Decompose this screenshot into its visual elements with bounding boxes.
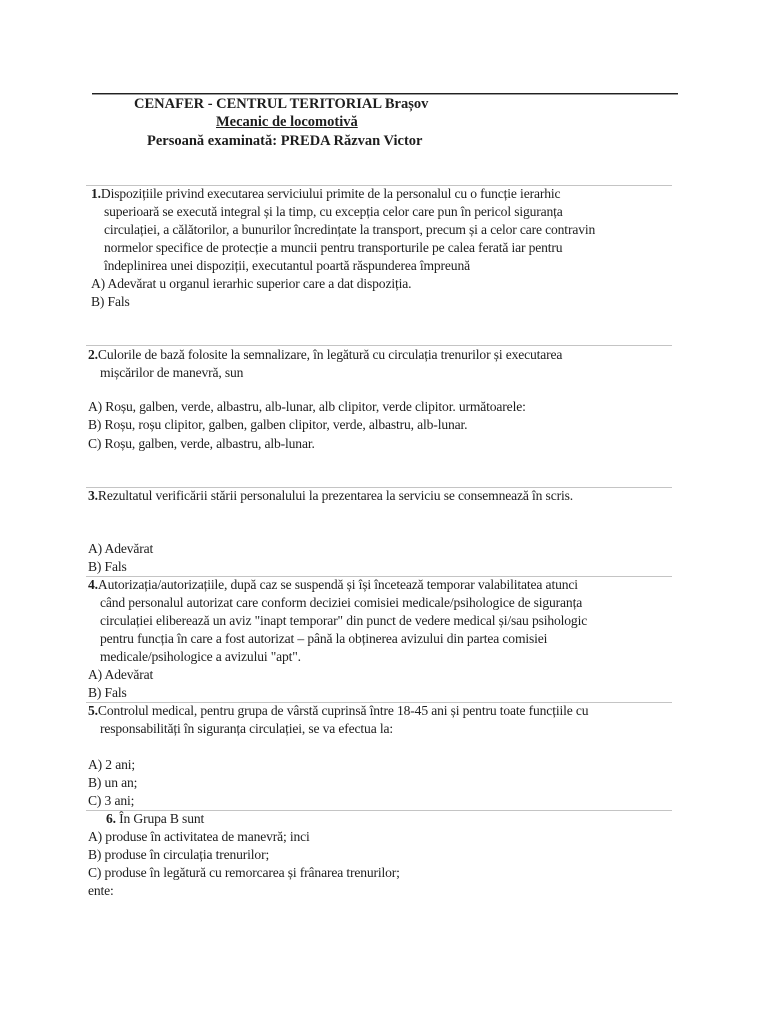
answer-option: C) produse în legătură cu remorcarea și frânarea trenurilor; xyxy=(88,865,400,880)
answer-option: B) produse în circulația trenurilor; xyxy=(88,847,270,862)
question-text-line: circulației eliberează un aviz "inapt temporar" din punct de vedere medical și/sau psihologic xyxy=(100,613,588,628)
answer-option: B) Fals xyxy=(91,294,130,309)
question-number: 3. xyxy=(88,488,98,503)
question-number: 4. xyxy=(88,577,98,592)
answer-option: A) Roșu, galben, verde, albastru, alb-lunar, alb clipitor, verde clipitor. următoarele: xyxy=(88,399,526,414)
header-rule xyxy=(92,93,678,94)
question-number: 5. xyxy=(88,703,98,718)
question-text-line: când personalul autorizat care conform deciziei comisiei medicale/psihologice de siguranța xyxy=(100,595,583,610)
job-title: Mecanic de locomotivă xyxy=(216,114,358,130)
question-text-line: 1.Dispozițiile privind executarea serviciului primite de la personalul cu o funcție ierarhic xyxy=(91,186,561,201)
answer-option: A) produse în activitatea de manevră; inci xyxy=(88,829,310,844)
question-text-line: 4.Autorizația/autorizațiile, după caz se suspendă și își încetează temporar valabilitatea atunci xyxy=(88,577,578,592)
question-number: 2. xyxy=(88,347,98,362)
question-separator xyxy=(86,345,672,346)
question-text-line: 3.Rezultatul verificării stării personalului la prezentarea la serviciu se consemnează în scris. xyxy=(88,488,573,503)
question-text-line: normelor specifice de protecție a muncii pentru transporturile pe calea ferată iar pentru xyxy=(104,240,563,255)
question-number: 1. xyxy=(91,186,101,201)
answer-option: A) Adevărat u organul ierarhic superior care a dat dispoziția. xyxy=(91,276,412,291)
center-title: CENAFER - CENTRUL TERITORIAL Brașov xyxy=(134,96,429,112)
question-text-line: 2.Culorile de bază folosite la semnalizare, în legătură cu circulația trenurilor și executarea xyxy=(88,347,563,362)
question-number: 6. xyxy=(106,811,116,826)
question-text-line: 6. În Grupa B sunt xyxy=(106,811,205,826)
examinee-line: Persoană examinată: PREDA Răzvan Victor xyxy=(147,133,423,149)
question-text-line: pentru funcția în care a fost autorizat – până la obținerea avizului din partea comisiei xyxy=(100,631,548,646)
answer-option: A) Adevărat xyxy=(88,667,154,682)
answer-option: B) un an; xyxy=(88,775,138,790)
answer-option: B) Fals xyxy=(88,685,127,700)
question-text-line: responsabilități în siguranța circulației, se va efectua la: xyxy=(100,721,393,736)
answer-option: A) 2 ani; xyxy=(88,757,135,772)
question-text-line: îndeplinirea unei dispoziții, executantul poartă răspunderea împreună xyxy=(104,258,470,273)
answer-option: C) Roșu, galben, verde, albastru, alb-lunar. xyxy=(88,436,315,451)
question-text-line: superioară se execută integral și la timp, cu excepția celor care pun în pericol siguranța xyxy=(104,204,563,219)
answer-option: C) 3 ani; xyxy=(88,793,135,808)
question-text-line: mișcărilor de manevră, sun xyxy=(100,365,244,380)
question-text-line: 5.Controlul medical, pentru grupa de vârstă cuprinsă între 18-45 ani și pentru toate funcțiile cu xyxy=(88,703,589,718)
answer-option: B) Fals xyxy=(88,559,127,574)
question-text-line: circulației, a călătorilor, a bunurilor încredințate la transport, precum și a celor care contravin xyxy=(104,222,596,237)
answer-option: B) Roșu, roșu clipitor, galben, galben clipitor, verde, albastru, alb-lunar. xyxy=(88,417,468,432)
answer-option: A) Adevărat xyxy=(88,541,154,556)
answer-option: ente: xyxy=(88,883,114,898)
question-text-line: medicale/psihologice a avizului "apt". xyxy=(100,649,301,664)
